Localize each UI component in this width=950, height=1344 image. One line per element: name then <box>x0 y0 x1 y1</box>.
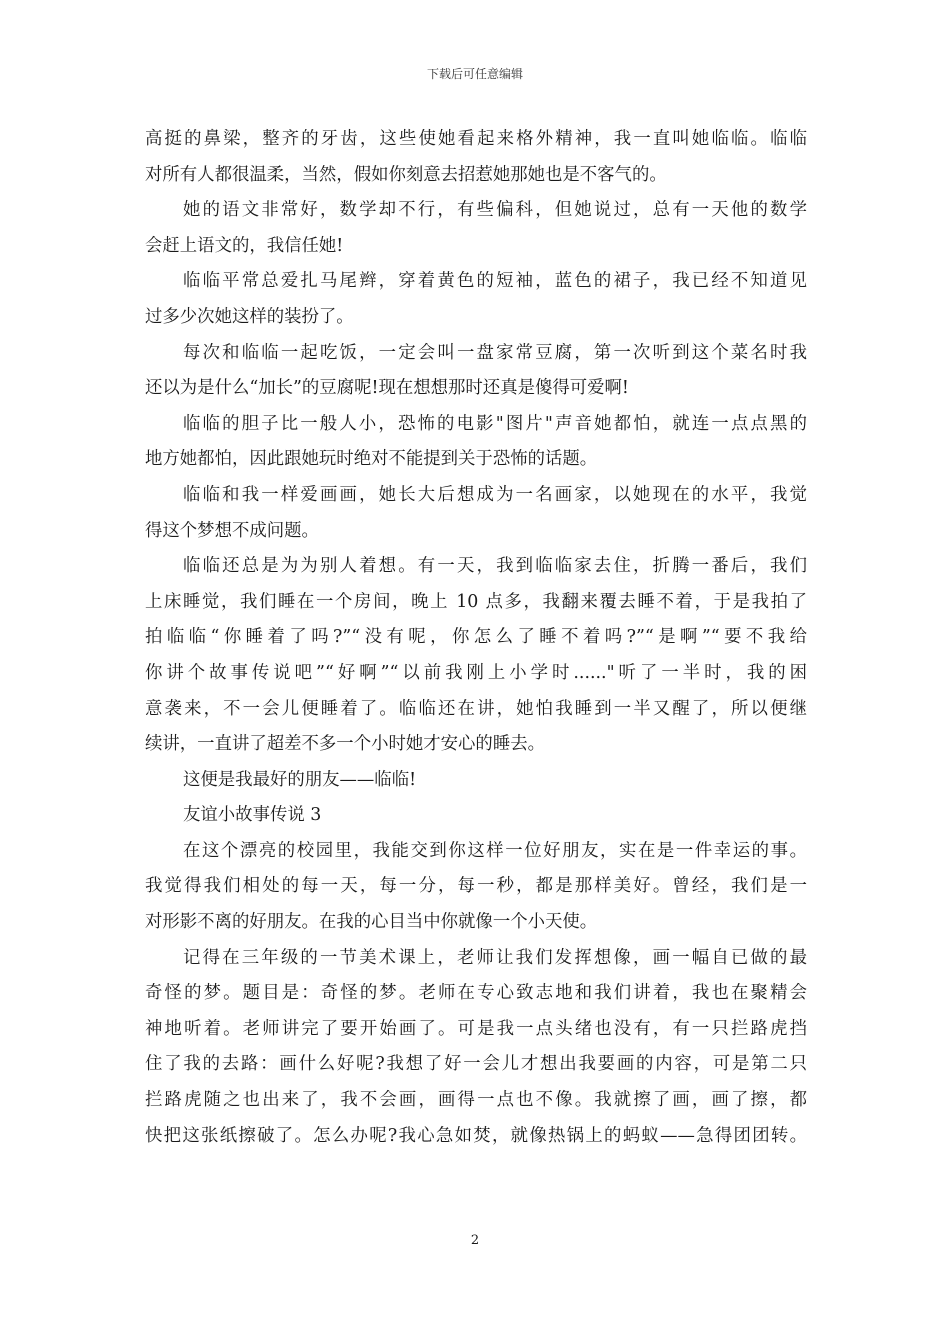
text-line: 住了我的去路：画什么好呢?我想了好一会儿才想出我要画的内容，可是第二只 <box>145 1054 807 1075</box>
text-line: 快把这张纸擦破了。怎么办呢?我心急如焚，就像热锅上的蚂蚁——急得团团转。 <box>145 1125 807 1146</box>
text-line: 续讲，一直讲了超差不多一个小时她才安心的睡去。 <box>145 734 545 755</box>
text-line: 会赶上语文的，我信任她! <box>145 235 344 256</box>
text-line: 过多少次她这样的装扮了。 <box>145 306 354 327</box>
text-line: 临临和我一样爱画画，她长大后想成为一名画家，以她现在的水平，我觉 <box>183 484 807 505</box>
page-number: 2 <box>470 1233 480 1248</box>
text-line: 临临的胆子比一般人小，恐怖的电影"图片"声音她都怕，就连一点点黑的 <box>183 413 807 434</box>
text-line: 这便是我最好的朋友——临临! <box>183 769 417 790</box>
text-line: 神地听着。老师讲完了要开始画了。可是我一点头绪也没有，有一只拦路虎挡 <box>145 1018 807 1039</box>
text-line: 对所有人都很温柔，当然，假如你刻意去招惹她那她也是不客气的。 <box>145 164 667 185</box>
text-line: 临临还总是为为别人着想。有一天，我到临临家去住，折腾一番后，我们 <box>183 556 807 577</box>
text-line: 她的语文非常好，数学却不行，有些偏科，但她说过，总有一天他的数学 <box>183 200 807 221</box>
section-heading: 友谊小故事传说 3 <box>183 805 322 826</box>
text-line: 还以为是什么“加长”的豆腐呢!现在想想那时还真是傻得可爱啊! <box>145 378 629 399</box>
text-line: 记得在三年级的一节美术课上，老师让我们发挥想像，画一幅自已做的最 <box>183 947 807 968</box>
text-line: 在这个漂亮的校园里，我能交到你这样一位好朋友，实在是一件幸运的事。 <box>183 840 807 861</box>
text-line: 高挺的鼻梁，整齐的牙齿，这些使她看起来格外精神，我一直叫她临临。临临 <box>145 129 807 149</box>
text-line: 我觉得我们相处的每一天，每一分，每一秒，都是那样美好。曾经，我们是一 <box>145 876 807 897</box>
text-line: 对形影不离的好朋友。在我的心目当中你就像一个小天使。 <box>145 912 598 933</box>
text-line: 每次和临临一起吃饭，一定会叫一盘家常豆腐，第一次听到这个菜名时我 <box>183 342 807 363</box>
text-line: 地方她都怕，因此跟她玩时绝对不能提到关于恐怖的话题。 <box>145 449 598 470</box>
text-line: 拦路虎随之也出来了，我不会画，画得一点也不像。我就擦了画，画了擦，都 <box>145 1090 807 1111</box>
text-line: 你讲个故事传说吧”“好啊”“以前我刚上小学时......"听了一半时，我的困 <box>145 662 807 683</box>
text-line: 意袭来，不一会儿便睡着了。临临还在讲，她怕我睡到一半又醒了，所以便继 <box>145 698 807 719</box>
page-header: 下载后可任意编辑 <box>426 67 523 81</box>
text-line: 奇怪的梦。题目是：奇怪的梦。老师在专心致志地和我们讲着，我也在聚精会 <box>145 983 807 1004</box>
text-line: 上床睡觉，我们睡在一个房间，晚上 10 点多，我翻来覆去睡不着，于是我拍了 <box>145 591 807 612</box>
text-line: 得这个梦想不成问题。 <box>145 520 319 541</box>
text-line: 拍临临“你睡着了吗?”“没有呢，你怎么了睡不着吗?”“是啊”“要不我给 <box>145 627 807 648</box>
document-body <box>145 122 807 1154</box>
text-line: 临临平常总爱扎马尾辫，穿着黄色的短袖，蓝色的裙子，我已经不知道见 <box>183 271 807 292</box>
